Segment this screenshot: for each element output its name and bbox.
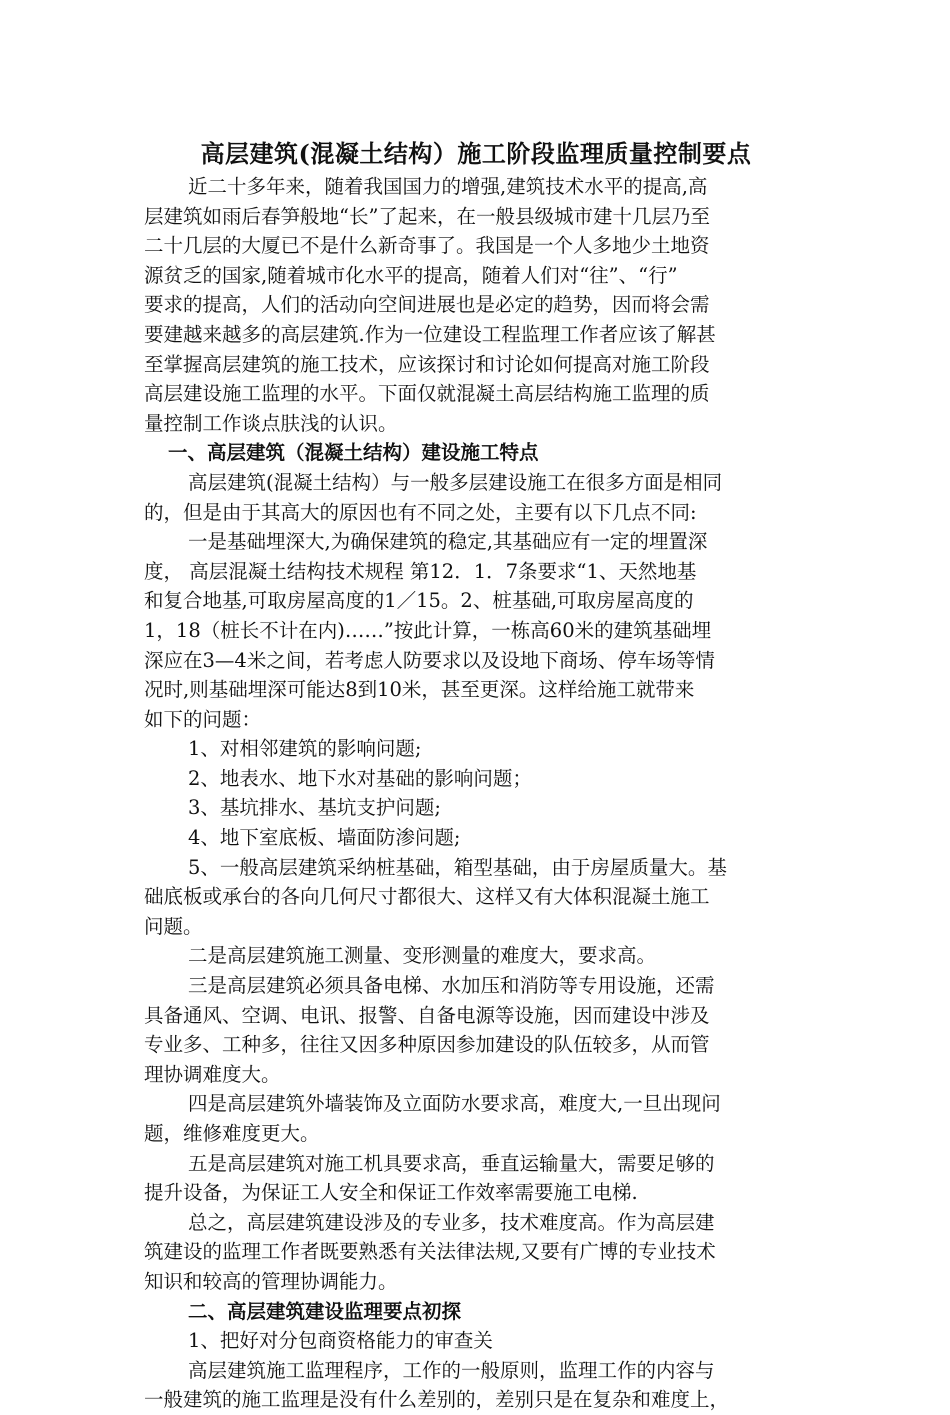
paragraph-line: 筑建设的监理工作者既要熟悉有关法律法规,又要有广博的专业技术: [144, 1240, 716, 1264]
paragraph-line: 3、基坑排水、基坑支护问题;: [188, 796, 441, 820]
paragraph-line: 如下的问题：: [144, 707, 262, 731]
paragraph-line: 量控制工作谈点肤浅的认识。: [144, 411, 398, 435]
paragraph-line: 度， 高层混凝土结构技术规程 第12．1．7条要求“1、天然地基: [144, 559, 697, 583]
section-heading-line: 一、高层建筑（混凝土结构）建设施工特点: [168, 441, 539, 465]
paragraph-line: 和复合地基,可取房屋高度的1／15。2、桩基础,可取房屋高度的: [144, 589, 694, 613]
paragraph-line: 总之，高层建筑建设涉及的专业多，技术难度高。作为高层建: [188, 1210, 715, 1234]
paragraph-line: 题，维修难度更大。: [144, 1122, 320, 1145]
paragraph-line: 高层建筑施工监理程序，工作的一般原则，监理工作的内容与: [188, 1358, 715, 1382]
paragraph-line: 四是高层建筑外墙装饰及立面防水要求高，难度大,一旦出现问: [188, 1092, 721, 1116]
paragraph-line: 高层建设施工监理的水平。下面仅就混凝土高层结构施工监理的质: [144, 382, 710, 406]
paragraph-line: 层建筑如雨后春笋般地“长”了起来，在一般县级城市建十几层乃至: [144, 204, 710, 228]
paragraph-line: 源贫乏的国家,随着城市化水平的提高，随着人们对“往”、“行”: [144, 263, 678, 287]
paragraph-line: 深应在3—4米之间，若考虑人防要求以及设地下商场、停车场等情: [144, 648, 715, 672]
paragraph-line: 1，18（桩长不计在内)……”按此计算，一栋高60米的建筑基础埋: [144, 618, 712, 642]
paragraph-line: 2、地表水、地下水对基础的影响问题；: [188, 766, 532, 790]
paragraph-line: 5、一般高层建筑采纳桩基础，箱型基础，由于房屋质量大。基: [188, 855, 727, 879]
paragraph-line: 一般建筑的施工监理是没有什么差别的，差别只是在复杂和难度上，: [144, 1388, 730, 1412]
section-heading-line: 二、高层建筑建设监理要点初探: [188, 1299, 462, 1323]
paragraph-line: 问题。: [144, 914, 203, 938]
paragraph-line: 1、把好对分包商资格能力的审查关: [188, 1329, 493, 1353]
paragraph-line: 具备通风、空调、电讯、报警、自备电源等设施，因而建设中涉及: [144, 1003, 710, 1027]
document-body: [144, 172, 808, 1415]
paragraph-line: 提升设备，为保证工人安全和保证工作效率需要施工电梯.: [144, 1181, 638, 1205]
paragraph-line: 1、对相邻建筑的影响问题;: [188, 737, 422, 761]
paragraph-line: 况时,则基础埋深可能达8到10米，甚至更深。这样给施工就带来: [144, 678, 695, 702]
paragraph-line: 至掌握高层建筑的施工技术，应该探讨和讨论如何提高对施工阶段: [144, 352, 710, 376]
paragraph-line: 近二十多年来，随着我国国力的增强,建筑技术水平的提高,高: [188, 175, 708, 198]
paragraph-line: 高层建筑(混凝土结构）与一般多层建设施工在很多方面是相同: [188, 470, 723, 494]
paragraph-line: 础底板或承台的各向几何尺寸都很大、这样又有大体积混凝土施工: [144, 885, 710, 909]
paragraph-line: 三是高层建筑必须具备电梯、水加压和消防等专用设施，还需: [188, 974, 715, 998]
document-title: 高层建筑(混凝土结构）施工阶段监理质量控制要点: [200, 139, 752, 168]
paragraph-line: 一是基础埋深大,为确保建筑的稳定,其基础应有一定的埋置深: [188, 530, 708, 554]
paragraph-line: 专业多、工种多，往往又因多种原因参加建设的队伍较多，从而管: [144, 1033, 710, 1057]
paragraph-line: 理协调难度大。: [144, 1062, 281, 1086]
paragraph-line: 知识和较高的管理协调能力。: [144, 1269, 398, 1293]
paragraph-line: 要求的提高，人们的活动向空间进展也是必定的趋势，因而将会需: [144, 293, 710, 317]
paragraph-line: 4、地下室底板、墙面防渗问题;: [188, 826, 461, 850]
paragraph-line: 要建越来越多的高层建筑.作为一位建设工程监理工作者应该了解甚: [144, 322, 716, 346]
paragraph-line: 的，但是由于其高大的原因也有不同之处，主要有以下几点不同:: [144, 500, 697, 524]
paragraph-line: 二是高层建筑施工测量、变形测量的难度大，要求高。: [188, 944, 657, 968]
paragraph-line: 二十几层的大厦已不是什么新奇事了。我国是一个人多地少土地资: [144, 234, 710, 258]
paragraph-line: 五是高层建筑对施工机具要求高，垂直运输量大，需要足够的: [188, 1151, 715, 1175]
